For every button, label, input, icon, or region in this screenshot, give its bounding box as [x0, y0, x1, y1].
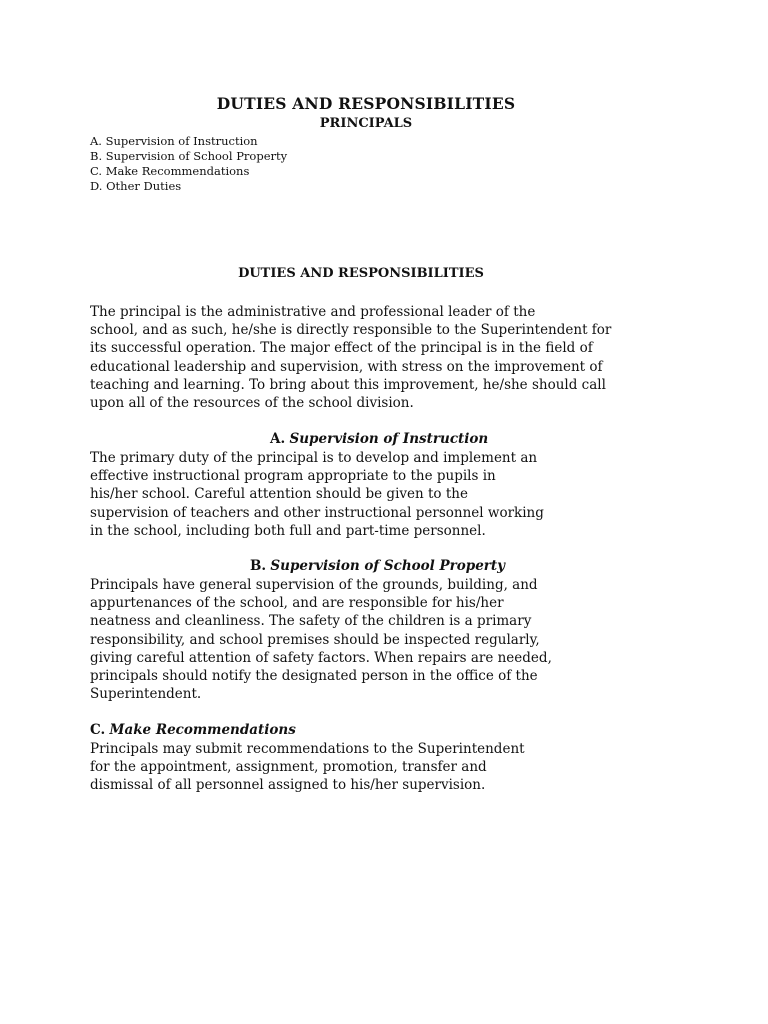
paragraph-line: appurtenances of the school, and are responsible for his/her — [90, 595, 504, 612]
subsection-letter: C. — [90, 722, 106, 738]
paragraph-line: teaching and learning. To bring about this improvement, he/she should call — [90, 376, 606, 393]
paragraph-line: The primary duty of the principal is to develop and implement an — [90, 450, 538, 466]
subsection-name: Make Recommendations — [109, 722, 296, 738]
paragraph-line: Superintendent. — [90, 686, 202, 703]
subsection-letter: B. — [250, 558, 267, 574]
document-subtitle: PRINCIPALS — [319, 116, 413, 131]
paragraph-line: its successful operation. The major effect of the principal is in the field of — [90, 340, 593, 357]
toc-item: C. Make Recommendations — [90, 164, 250, 178]
subsection-name: Supervision of School Property — [270, 558, 505, 574]
subsection-heading-b — [250, 558, 505, 574]
paragraph-line: for the appointment, assignment, promotion, transfer and — [90, 759, 487, 776]
paragraph-line: upon all of the resources of the school division. — [90, 395, 414, 412]
paragraph-line: his/her school. Careful attention should be given to the — [90, 486, 468, 503]
paragraph-line: responsibility, and school premises should be inspected regularly, — [90, 631, 540, 648]
subsection-heading-a — [270, 431, 488, 447]
paragraph-line: principals should notify the designated person in the office of the — [90, 668, 538, 685]
paragraph-line: dismissal of all personnel assigned to his/her supervision. — [90, 777, 486, 794]
subsection-paragraph-c — [90, 740, 525, 795]
paragraph-line: effective instructional program appropriate to the pupils in — [90, 468, 496, 485]
paragraph-line: The principal is the administrative and professional leader of the — [90, 304, 536, 320]
subsection-paragraph-b — [90, 576, 552, 703]
table-of-contents — [90, 134, 287, 194]
section-heading: DUTIES AND RESPONSIBILITIES — [238, 266, 484, 281]
paragraph-line: in the school, including both full and part-time personnel. — [90, 522, 486, 539]
paragraph-line: Principals have general supervision of the grounds, building, and — [90, 577, 538, 593]
paragraph-line: neatness and cleanliness. The safety of the children is a primary — [90, 613, 532, 630]
paragraph-line: giving careful attention of safety factors. When repairs are needed, — [90, 649, 552, 666]
paragraph-line: supervision of teachers and other instructional personnel working — [90, 504, 544, 521]
paragraph-line: school, and as such, he/she is directly responsible to the Superintendent for — [90, 322, 612, 339]
document-title: DUTIES AND RESPONSIBILITIES — [216, 94, 516, 113]
toc-item: B. Supervision of School Property — [90, 149, 288, 163]
paragraph-line: educational leadership and supervision, with stress on the improvement of — [90, 358, 603, 375]
subsection-paragraph-a — [90, 449, 544, 540]
toc-item: A. Supervision of Instruction — [90, 134, 258, 148]
intro-paragraph — [90, 303, 611, 412]
subsection-name: Supervision of Instruction — [289, 431, 489, 447]
subsection-heading-c — [90, 722, 296, 738]
toc-item: D. Other Duties — [90, 179, 182, 193]
paragraph-line: Principals may submit recommendations to the Superintendent — [90, 741, 525, 757]
subsection-letter: A. — [270, 431, 286, 447]
